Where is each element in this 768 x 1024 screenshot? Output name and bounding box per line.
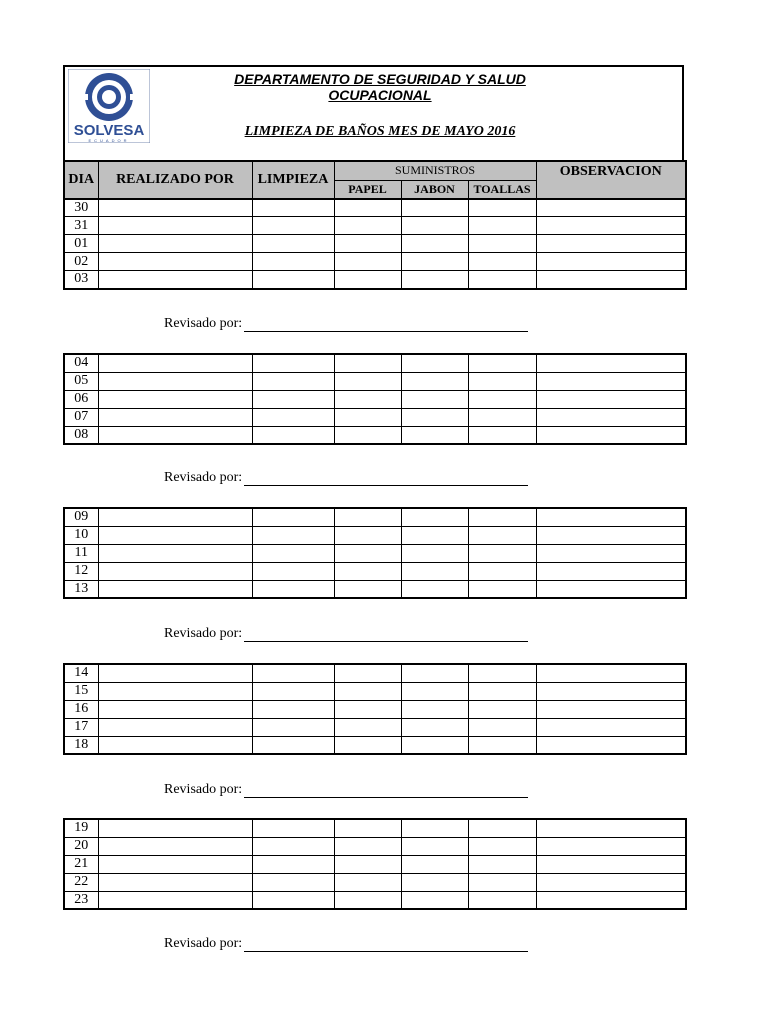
- toallas-cell[interactable]: [468, 837, 536, 855]
- realizado-cell[interactable]: [98, 426, 252, 444]
- realizado-cell[interactable]: [98, 891, 252, 909]
- observacion-cell[interactable]: [536, 253, 686, 271]
- jabon-cell[interactable]: [401, 408, 468, 426]
- table-row: [64, 199, 686, 217]
- papel-cell[interactable]: [334, 508, 401, 526]
- papel-cell[interactable]: [334, 819, 401, 837]
- day-cell: 15: [64, 682, 98, 700]
- header-table: [63, 160, 687, 200]
- toallas-cell[interactable]: [468, 508, 536, 526]
- papel-cell[interactable]: [334, 271, 401, 289]
- papel-cell[interactable]: [334, 390, 401, 408]
- day-cell: 30: [64, 199, 98, 217]
- limpieza-cell[interactable]: [252, 217, 334, 235]
- department-title: [185, 71, 575, 103]
- realizado-cell[interactable]: [98, 271, 252, 289]
- jabon-cell[interactable]: [401, 682, 468, 700]
- jabon-cell[interactable]: [401, 235, 468, 253]
- col-header-dia: DIA: [64, 161, 98, 199]
- table-row: [64, 736, 686, 754]
- day-cell: 03: [64, 271, 98, 289]
- signature-line[interactable]: [244, 937, 528, 952]
- jabon-cell[interactable]: [401, 544, 468, 562]
- realizado-cell[interactable]: [98, 736, 252, 754]
- toallas-cell[interactable]: [468, 354, 536, 372]
- department-title-line1: DEPARTAMENTO DE SEGURIDAD Y SALUD: [234, 71, 526, 87]
- revisado-por: [164, 782, 528, 798]
- table-row: [64, 408, 686, 426]
- observacion-cell[interactable]: [536, 718, 686, 736]
- revisado-label: Revisado por:: [164, 626, 243, 641]
- day-cell: 18: [64, 736, 98, 754]
- table-row: [64, 562, 686, 580]
- observacion-cell[interactable]: [536, 408, 686, 426]
- limpieza-cell[interactable]: [252, 372, 334, 390]
- limpieza-cell[interactable]: [252, 508, 334, 526]
- col-header-realizado: REALIZADO POR: [98, 161, 252, 199]
- observacion-cell[interactable]: [536, 526, 686, 544]
- day-cell: 01: [64, 235, 98, 253]
- logo-subtext: ECUADOR: [88, 138, 130, 143]
- day-cell: 19: [64, 819, 98, 837]
- papel-cell[interactable]: [334, 837, 401, 855]
- limpieza-cell[interactable]: [252, 837, 334, 855]
- observacion-cell[interactable]: [536, 873, 686, 891]
- observacion-cell[interactable]: [536, 544, 686, 562]
- signature-line[interactable]: [244, 471, 528, 486]
- day-cell: 04: [64, 354, 98, 372]
- papel-cell[interactable]: [334, 855, 401, 873]
- limpieza-cell[interactable]: [252, 562, 334, 580]
- solvesa-logo: [68, 69, 150, 143]
- jabon-cell[interactable]: [401, 873, 468, 891]
- papel-cell[interactable]: [334, 526, 401, 544]
- table-row: [64, 855, 686, 873]
- revisado-label: Revisado por:: [164, 316, 243, 331]
- toallas-cell[interactable]: [468, 253, 536, 271]
- revisado-por: [164, 936, 528, 952]
- table-row: [64, 354, 686, 372]
- observacion-cell[interactable]: [536, 819, 686, 837]
- revisado-por: [164, 316, 528, 332]
- realizado-cell[interactable]: [98, 508, 252, 526]
- table-row: [64, 235, 686, 253]
- day-table: [63, 663, 687, 755]
- table-row: [64, 526, 686, 544]
- realizado-cell[interactable]: [98, 837, 252, 855]
- realizado-cell[interactable]: [98, 354, 252, 372]
- observacion-cell[interactable]: [536, 508, 686, 526]
- jabon-cell[interactable]: [401, 217, 468, 235]
- observacion-cell[interactable]: [536, 664, 686, 682]
- papel-cell[interactable]: [334, 426, 401, 444]
- jabon-cell[interactable]: [401, 700, 468, 718]
- day-cell: 21: [64, 855, 98, 873]
- table-row: [64, 271, 686, 289]
- day-cell: 11: [64, 544, 98, 562]
- day-cell: 08: [64, 426, 98, 444]
- toallas-cell[interactable]: [468, 544, 536, 562]
- toallas-cell[interactable]: [468, 664, 536, 682]
- observacion-cell[interactable]: [536, 390, 686, 408]
- limpieza-cell[interactable]: [252, 426, 334, 444]
- realizado-cell[interactable]: [98, 855, 252, 873]
- jabon-cell[interactable]: [401, 426, 468, 444]
- papel-cell[interactable]: [334, 199, 401, 217]
- jabon-cell[interactable]: [401, 718, 468, 736]
- toallas-cell[interactable]: [468, 736, 536, 754]
- table-row: [64, 891, 686, 909]
- realizado-cell[interactable]: [98, 682, 252, 700]
- observacion-cell[interactable]: [536, 217, 686, 235]
- col-header-observacion: OBSERVACION: [536, 161, 686, 199]
- observacion-cell[interactable]: [536, 700, 686, 718]
- jabon-cell[interactable]: [401, 354, 468, 372]
- day-table: [63, 198, 687, 290]
- papel-cell[interactable]: [334, 700, 401, 718]
- day-cell: 07: [64, 408, 98, 426]
- toallas-cell[interactable]: [468, 426, 536, 444]
- jabon-cell[interactable]: [401, 664, 468, 682]
- observacion-cell[interactable]: [536, 354, 686, 372]
- table-row: [64, 253, 686, 271]
- day-cell: 12: [64, 562, 98, 580]
- toallas-cell[interactable]: [468, 891, 536, 909]
- jabon-cell[interactable]: [401, 271, 468, 289]
- realizado-cell[interactable]: [98, 664, 252, 682]
- jabon-cell[interactable]: [401, 580, 468, 598]
- day-cell: 09: [64, 508, 98, 526]
- toallas-cell[interactable]: [468, 855, 536, 873]
- realizado-cell[interactable]: [98, 700, 252, 718]
- limpieza-cell[interactable]: [252, 544, 334, 562]
- limpieza-cell[interactable]: [252, 819, 334, 837]
- papel-cell[interactable]: [334, 580, 401, 598]
- papel-cell[interactable]: [334, 562, 401, 580]
- limpieza-cell[interactable]: [252, 390, 334, 408]
- realizado-cell[interactable]: [98, 580, 252, 598]
- col-header-jabon: JABON: [401, 180, 468, 199]
- day-table: [63, 818, 687, 910]
- toallas-cell[interactable]: [468, 408, 536, 426]
- toallas-cell[interactable]: [468, 562, 536, 580]
- table-row: [64, 819, 686, 837]
- day-cell: 05: [64, 372, 98, 390]
- realizado-cell[interactable]: [98, 199, 252, 217]
- realizado-cell[interactable]: [98, 526, 252, 544]
- jabon-cell[interactable]: [401, 508, 468, 526]
- department-title-line2: OCUPACIONAL: [328, 87, 432, 103]
- day-cell: 10: [64, 526, 98, 544]
- toallas-cell[interactable]: [468, 682, 536, 700]
- day-cell: 16: [64, 700, 98, 718]
- observacion-cell[interactable]: [536, 837, 686, 855]
- toallas-cell[interactable]: [468, 235, 536, 253]
- papel-cell[interactable]: [334, 891, 401, 909]
- table-row: [64, 217, 686, 235]
- realizado-cell[interactable]: [98, 408, 252, 426]
- col-header-limpieza: LIMPIEZA: [252, 161, 334, 199]
- table-row: [64, 372, 686, 390]
- limpieza-cell[interactable]: [252, 354, 334, 372]
- observacion-cell[interactable]: [536, 271, 686, 289]
- jabon-cell[interactable]: [401, 390, 468, 408]
- observacion-cell[interactable]: [536, 372, 686, 390]
- limpieza-cell[interactable]: [252, 682, 334, 700]
- papel-cell[interactable]: [334, 217, 401, 235]
- jabon-cell[interactable]: [401, 837, 468, 855]
- day-table: [63, 353, 687, 445]
- observacion-cell[interactable]: [536, 580, 686, 598]
- day-cell: 14: [64, 664, 98, 682]
- jabon-cell[interactable]: [401, 891, 468, 909]
- realizado-cell[interactable]: [98, 253, 252, 271]
- day-cell: 06: [64, 390, 98, 408]
- jabon-cell[interactable]: [401, 526, 468, 544]
- realizado-cell[interactable]: [98, 562, 252, 580]
- limpieza-cell[interactable]: [252, 700, 334, 718]
- realizado-cell[interactable]: [98, 235, 252, 253]
- realizado-cell[interactable]: [98, 390, 252, 408]
- jabon-cell[interactable]: [401, 736, 468, 754]
- toallas-cell[interactable]: [468, 526, 536, 544]
- limpieza-cell[interactable]: [252, 526, 334, 544]
- toallas-cell[interactable]: [468, 271, 536, 289]
- toallas-cell[interactable]: [468, 217, 536, 235]
- toallas-cell[interactable]: [468, 718, 536, 736]
- papel-cell[interactable]: [334, 664, 401, 682]
- table-row: [64, 544, 686, 562]
- limpieza-cell[interactable]: [252, 580, 334, 598]
- realizado-cell[interactable]: [98, 544, 252, 562]
- papel-cell[interactable]: [334, 718, 401, 736]
- day-cell: 31: [64, 217, 98, 235]
- day-cell: 22: [64, 873, 98, 891]
- papel-cell[interactable]: [334, 736, 401, 754]
- day-cell: 23: [64, 891, 98, 909]
- observacion-cell[interactable]: [536, 682, 686, 700]
- table-row: [64, 426, 686, 444]
- revisado-label: Revisado por:: [164, 782, 243, 797]
- jabon-cell[interactable]: [401, 562, 468, 580]
- toallas-cell[interactable]: [468, 390, 536, 408]
- papel-cell[interactable]: [334, 544, 401, 562]
- document-header: [63, 65, 684, 160]
- jabon-cell[interactable]: [401, 372, 468, 390]
- table-row: [64, 682, 686, 700]
- col-header-suministros: SUMINISTROS: [334, 161, 536, 180]
- table-row: [64, 664, 686, 682]
- limpieza-cell[interactable]: [252, 664, 334, 682]
- revisado-label: Revisado por:: [164, 470, 243, 485]
- papel-cell[interactable]: [334, 235, 401, 253]
- observacion-cell[interactable]: [536, 736, 686, 754]
- jabon-cell[interactable]: [401, 253, 468, 271]
- observacion-cell[interactable]: [536, 426, 686, 444]
- papel-cell[interactable]: [334, 682, 401, 700]
- revisado-por: [164, 626, 528, 642]
- limpieza-cell[interactable]: [252, 855, 334, 873]
- toallas-cell[interactable]: [468, 580, 536, 598]
- table-row: [64, 508, 686, 526]
- day-cell: 17: [64, 718, 98, 736]
- realizado-cell[interactable]: [98, 873, 252, 891]
- toallas-cell[interactable]: [468, 199, 536, 217]
- limpieza-cell[interactable]: [252, 271, 334, 289]
- papel-cell[interactable]: [334, 354, 401, 372]
- signature-line[interactable]: [244, 317, 528, 332]
- observacion-cell[interactable]: [536, 855, 686, 873]
- realizado-cell[interactable]: [98, 819, 252, 837]
- observacion-cell[interactable]: [536, 562, 686, 580]
- toallas-cell[interactable]: [468, 372, 536, 390]
- day-cell: 02: [64, 253, 98, 271]
- observacion-cell[interactable]: [536, 891, 686, 909]
- day-table: [63, 507, 687, 599]
- realizado-cell[interactable]: [98, 217, 252, 235]
- limpieza-cell[interactable]: [252, 235, 334, 253]
- revisado-label: Revisado por:: [164, 936, 243, 951]
- toallas-cell[interactable]: [468, 819, 536, 837]
- limpieza-cell[interactable]: [252, 891, 334, 909]
- col-header-papel: PAPEL: [334, 180, 401, 199]
- papel-cell[interactable]: [334, 372, 401, 390]
- signature-line[interactable]: [244, 783, 528, 798]
- day-cell: 20: [64, 837, 98, 855]
- observacion-cell[interactable]: [536, 235, 686, 253]
- limpieza-cell[interactable]: [252, 408, 334, 426]
- limpieza-cell[interactable]: [252, 718, 334, 736]
- table-row: [64, 390, 686, 408]
- table-row: [64, 837, 686, 855]
- observacion-cell[interactable]: [536, 199, 686, 217]
- toallas-cell[interactable]: [468, 700, 536, 718]
- table-row: [64, 580, 686, 598]
- papel-cell[interactable]: [334, 253, 401, 271]
- day-cell: 13: [64, 580, 98, 598]
- limpieza-cell[interactable]: [252, 873, 334, 891]
- papel-cell[interactable]: [334, 408, 401, 426]
- limpieza-cell[interactable]: [252, 199, 334, 217]
- toallas-cell[interactable]: [468, 873, 536, 891]
- col-header-toallas: TOALLAS: [468, 180, 536, 199]
- jabon-cell[interactable]: [401, 199, 468, 217]
- realizado-cell[interactable]: [98, 372, 252, 390]
- table-row: [64, 873, 686, 891]
- realizado-cell[interactable]: [98, 718, 252, 736]
- document-subtitle: LIMPIEZA DE BAÑOS MES DE MAYO 2016: [244, 124, 516, 139]
- limpieza-cell[interactable]: [252, 736, 334, 754]
- jabon-cell[interactable]: [401, 819, 468, 837]
- revisado-por: [164, 470, 528, 486]
- table-row: [64, 718, 686, 736]
- limpieza-cell[interactable]: [252, 253, 334, 271]
- papel-cell[interactable]: [334, 873, 401, 891]
- signature-line[interactable]: [244, 627, 528, 642]
- jabon-cell[interactable]: [401, 855, 468, 873]
- logo-text: SOLVESA: [73, 122, 145, 139]
- table-row: [64, 700, 686, 718]
